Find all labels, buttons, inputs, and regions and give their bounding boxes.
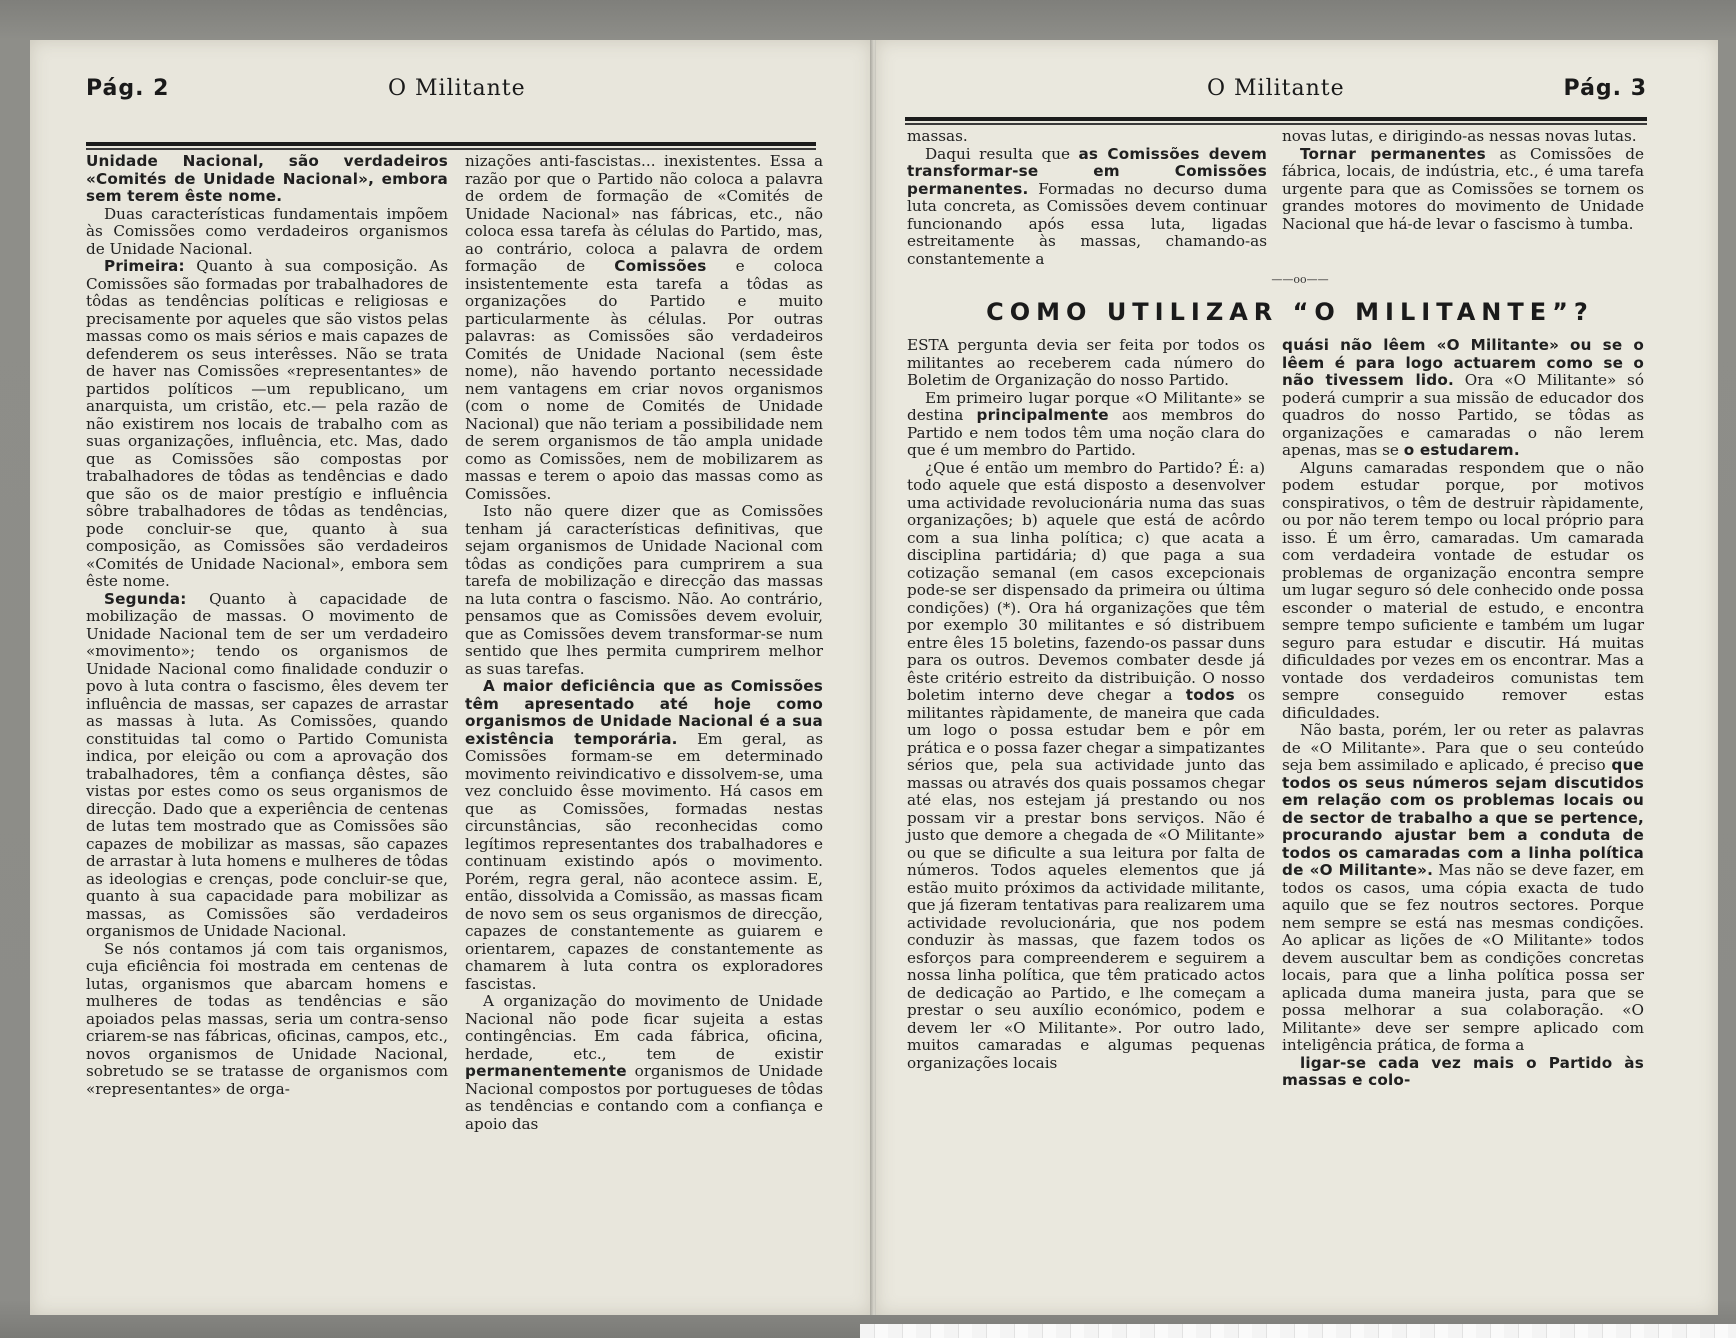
body-text: os militantes ràpidamente, de maneira que cada um logo o possa estudar bem e pôr em prática e o possa fazer chegar a simpatizantes sérios que, pela sua actividade junto das massas ou através dos quais possamos chegar até elas, nos estejam já prestando ou nos possam vir a prestar bons serviços. Não é justo que demore a chegada de «O Militante» ou que se dificulte a sua leitura por falta de números. Todos aqueles elementos que já estão muito próximos da actividade militante, que já fizeram tentativas para realizarem uma actividade revolucionária, que nos podem conduzir às massas, que fazem todos os esforços para compreenderem e seguirem a nossa linha política, que têm praticado actos de dedicação ao Partido, e lhe começam a prestar o seu auxílio económico, podem e devem ler «O Militante». Por outro lado, muitos camaradas e algumas pequenas organizações locais — [907, 686, 1265, 1072]
body-text: Formadas no decurso duma luta concreta, as Comissões devem continuar funcionando após essa luta, ligadas estreitamente às massas, chamando-as constantemente a — [907, 179, 1267, 268]
paragraph — [86, 153, 448, 206]
paragraph — [1282, 146, 1644, 234]
paragraph — [465, 678, 823, 993]
bold-text: todos — [1185, 686, 1235, 704]
paragraph — [1282, 337, 1644, 460]
body-text: Se nós contamos já com tais organismos, cuja eficiência foi mostrada em centenas de lutas, organismos que abarcam homens e mulheres de todas as tendências e são apoiados pelas massas, seria um contra-senso criarem-se nas fábricas, oficinas, campos, etc., novos organismos de Unidade Nacional, sobretudo se se tratasse de organismos com «representantes» de orga- — [86, 939, 448, 1098]
bold-text: Segunda: — [104, 589, 187, 608]
body-text: ESTA pergunta devia ser feita por todos os militantes ao receberem cada número do Boletim de Organização do nosso Partido. — [907, 336, 1265, 389]
paragraph — [465, 503, 823, 678]
right-header — [905, 76, 1647, 106]
body-text: e coloca insistentemente esta tarefa a tôdas as organizações do Partido e muito particularmente às células. Por outras palavras: as Comissões são verdadeiros Comités de Unidade Nacional (sem êste nome), não havendo portanto necessidade nem vantagens em criar novos organismos (com o nome de Comités de Unidade Nacional) que não teriam a possibilidade nem de serem organismos de tão ampla unidade como as Comissões, nem de mobilizarem as massas e terem o apoio das massas como as Comissões. — [465, 257, 823, 503]
bold-text: Primeira: — [104, 257, 185, 275]
paragraph — [1282, 1055, 1644, 1090]
body-text: Isto não quere dizer que as Comissões tenham já características definitivas, que sejam organismos de Unidade Nacional com tôdas as condições para cumprirem a sua tarefa de mobilização e direcção das massas na luta contra o fascismo. Não. Ao contrário, pensamos que as Comissões devem evoluir, que as Comissões devem transformar-se num sentido que lhes permita cumprirem melhor as suas tarefas. — [465, 502, 823, 678]
body-text: Quanto à capacidade de mobilização de massas. O movimento de Unidade Nacional tem de ser um verdadeiro «movimento»; tendo os organismos de Unidade Nacional como finalidade conduzir o povo à luta contra o fascismo, êles devem ter influência de massas, ser capazes de arrastar as massas à luta. As Comissões, quando constituidas tal como o Partido Comunista indica, por eleição ou com a aprovação dos trabalhadores, têm a confiança dêstes, são vistas por estes como os seus organismos de direcção. Dado que a experiência de centenas de lutas tem mostrado que as Comissões são capazes de mobilizar as massas, são capazes de arrastar à luta homens e mulheres de tôdas as ideologias e crenças, pode concluir-se que, quanto à sua capacidade para mobilizar as massas, as Comissões são verdadeiros organismos de Unidade Nacional. — [86, 589, 448, 940]
scale-strip — [860, 1324, 1736, 1338]
right-top-column-2 — [1282, 128, 1644, 233]
right-masthead-title: O Militante — [1207, 76, 1345, 101]
body-text: Ora «O Militante» só poderá cumprir a sua missão de educador dos quadros do nosso Partido, se tôdas as organizações e camaradas o não lerem apenas, mas se — [1282, 371, 1644, 459]
right-top-column-1 — [907, 128, 1267, 268]
bold-text: A maior deficiência que as Comissões têm apresentado até hoje como organismos de Unidade Nacional é a sua existência temporária. — [465, 677, 823, 748]
paragraph — [465, 153, 823, 503]
section-separator: ——oo—— — [1271, 273, 1329, 286]
body-text: massas. — [907, 127, 968, 145]
bold-text: permanentemente — [465, 1062, 627, 1080]
paragraph — [1282, 460, 1644, 723]
bold-text: principalmente — [976, 406, 1109, 424]
left-header-rule — [86, 142, 816, 146]
bold-text: que todos os seus números sejam discutidos em relação com os problemas locais ou de sector de trabalho a que se pertence, procurando ajustar bem a conduta de todos os camaradas com a linha política de «O Militante». — [1282, 756, 1644, 879]
body-text: organismos de Unidade Nacional compostos por portugueses de tôdas as tendências e contando com a confiança e apoio das — [465, 1062, 823, 1133]
body-text: Alguns camaradas respondem que o não podem estudar porque, por motivos conspirativos, o têm de destruir ràpidamente, ou por não terem tempo ou local próprio para isso. É um êrro, camaradas. Um camarada com verdadeira vontade de estudar os problemas de organização encontra sempre um lugar seguro só dele conhecido onde possa esconder o material de estudo, e encontra sempre tempo suficiente e também um lugar seguro para estudar e discutir. Há muitas dificuldades por vezes em os encontrar. Mas a vontade dos verdadeiros comunistas tem sempre conseguido remover estas dificuldades. — [1282, 458, 1644, 722]
body-text: Em geral, as Comissões formam-se em determinado movimento reivindicativo e dissolvem-se, uma vez concluido êsse movimento. Há casos em que as Comissões, formadas nestas circunstâncias, são reconhecidas como legítimos representantes dos trabalhadores e continuam existindo após o movimento. Porém, regra geral, não acontece assim. E, então, dissolvida a Comissão, as massas ficam de novo sem os seus organismos de direcção, capazes de constantemente as guiarem e orientarem, capazes de constantemente as chamarem à luta contra os exploradores fascistas. — [465, 729, 823, 993]
bold-text: as Comissões devem transformar-se em Comissões permanentes. — [907, 144, 1267, 198]
left-column-1 — [86, 153, 448, 1098]
bold-text: Comissões — [614, 257, 707, 275]
paragraph — [907, 128, 1267, 146]
paragraph — [907, 390, 1265, 460]
left-column-2 — [465, 153, 823, 1133]
body-text: nizações anti-fascistas... inexistentes. Essa a razão por que o Partido não coloca a palavra de ordem de formação de «Comités de Unidade Nacional» nas fábricas, etc., não coloca essa tarefa às células do Partido, mas, ao contrário, coloca a palavra de ordem formação de — [465, 152, 823, 275]
body-text: Quanto à sua composição. As Comissões são formadas por trabalhadores de tôdas as tendências políticas e religiosas e precisamente por aqueles que são vistos pelas massas como os mais sérios e mais capazes de defenderem os seus interêsses. Não se trata de haver nas Comissões «representantes» de partidos políticos —um republicano, um anarquista, um cristão, etc.— pela razão de não existirem nos locais de trabalho com as suas organizações, influência, etc. Mas, dado que as Comissões são compostas por trabalhadores de tôdas as tendências e dado que são os de maior prestígio e influência sôbre trabalhadores de tôdas as tendências, pode concluir-se que, quanto à sua composição, as Comissões são verdadeiros «Comités de Unidade Nacional», embora sem êste nome. — [86, 257, 448, 590]
body-text: Não basta, porém, ler ou reter as palavras de «O Militante». Para que o seu conteúdo seja bem assimilado e aplicado, é preciso — [1282, 721, 1644, 774]
bold-text: o estudarem. — [1403, 441, 1520, 459]
article-heading: COMO UTILIZAR “O MILITANTE”? — [986, 298, 1594, 326]
paragraph — [86, 591, 448, 941]
paragraph — [86, 258, 448, 591]
body-text: novas lutas, e dirigindo-as nessas novas lutas. — [1282, 127, 1637, 145]
left-header — [86, 76, 816, 106]
body-text: as Comissões de fábrica, locais, de indústria, etc., é uma tarefa urgente para que as Comissões se tornem os grandes motores do movimento de Unidade Nacional que há-de levar o fascismo à tumba. — [1282, 144, 1644, 233]
body-text: Daqui resulta que — [925, 144, 1079, 163]
bold-text: Unidade Nacional, são verdadeiros «Comités de Unidade Nacional», embora sem terem êste nome. — [86, 152, 448, 205]
paragraph — [86, 206, 448, 259]
left-page-number: Pág. 2 — [86, 76, 170, 101]
paragraph — [907, 460, 1265, 1073]
bold-text: Tornar permanentes — [1300, 144, 1486, 163]
bold-text: quási não lêem «O Militante» ou se o lêem é para logo actuarem como se o não tivessem lido. — [1282, 336, 1644, 389]
right-header-rule — [905, 117, 1647, 121]
paragraph — [1282, 722, 1644, 1055]
body-text: Em primeiro lugar porque «O Militante» se destina — [907, 388, 1265, 424]
right-page-number: Pág. 3 — [1563, 76, 1647, 101]
body-text: ¿Que é então um membro do Partido? É: a) todo aquele que está disposto a desenvolver uma actividade revolucionária numa das suas organizações; b) aquele que está de acôrdo com a sua linha política; c) que acata a disciplina partidária; d) que paga a sua cotização semanal (em casos excepcionais pode-se ser dispensado da primeira ou última condições) (*). Ora há organizações que têm por exemplo 30 militantes e só distribuem entre êles 15 boletins, fazendo-os passar duns para os outros. Devemos combater desde já êste critério estreito da distribuição. O nosso boletim interno deve chegar a — [907, 458, 1265, 704]
paragraph — [907, 337, 1265, 390]
paragraph — [907, 146, 1267, 269]
right-column-1 — [907, 337, 1265, 1072]
paragraph — [86, 941, 448, 1099]
left-masthead-title: O Militante — [388, 76, 526, 101]
body-text: Mas não se deve fazer, em todos os casos, uma cópia exacta de tudo aquilo que se fez noutros sectores. Porque nem sempre se está nas mesmas condições. Ao aplicar as lições de «O Militante» todos devem auscultar bem as condições concretas locais, para que a linha política possa ser aplicada duma maneira justa, para que se possa melhorar a sua colaboração. «O Militante» deve ser sempre aplicado com inteligência prática, de forma a — [1282, 861, 1644, 1054]
paragraph — [465, 993, 823, 1133]
paragraph — [1282, 128, 1644, 146]
body-text: A organização do movimento de Unidade Nacional não pode ficar sujeita a estas contingências. Em cada fábrica, oficina, herdade, etc., tem de existir — [465, 992, 823, 1063]
body-text: aos membros do Partido e nem todos têm uma noção clara do que é um membro do Partido. — [907, 406, 1265, 459]
body-text: Duas características fundamentais impõem às Comissões como verdadeiros organismos de Unidade Nacional. — [86, 204, 448, 258]
bold-text: ligar-se cada vez mais o Partido às massas e colo- — [1282, 1053, 1644, 1089]
right-column-2 — [1282, 337, 1644, 1090]
